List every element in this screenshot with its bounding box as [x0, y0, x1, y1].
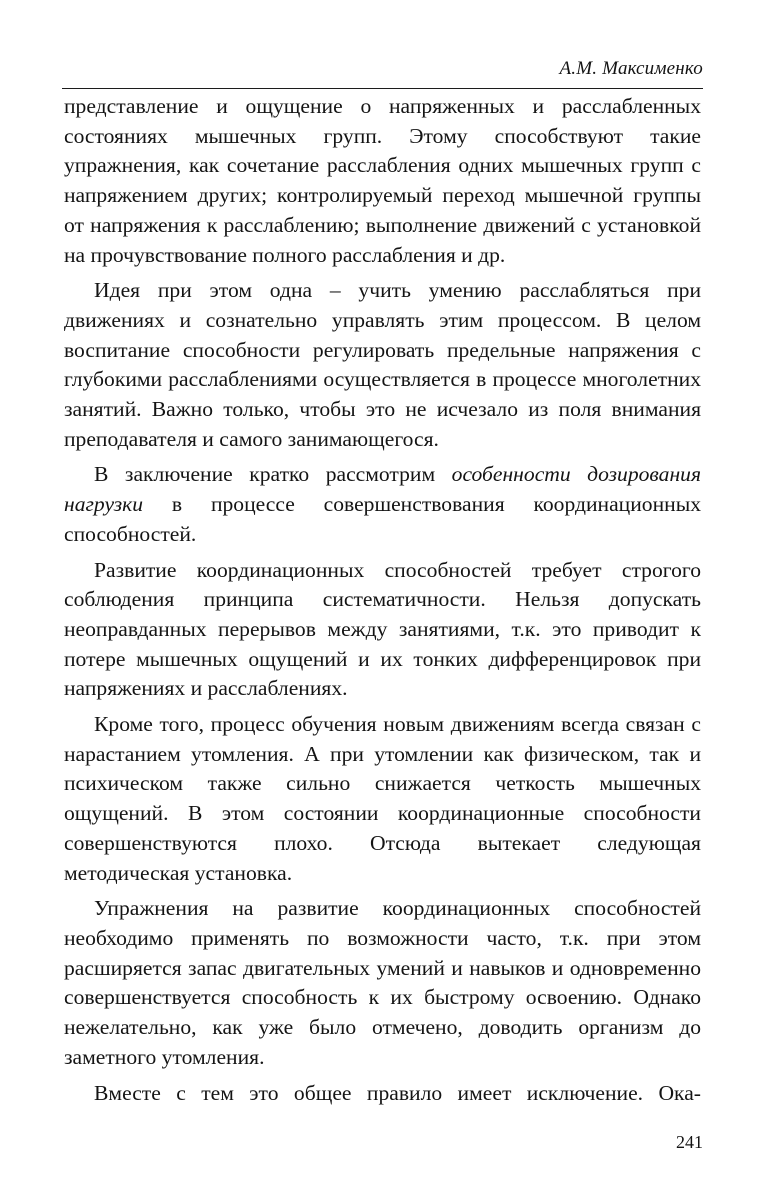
paragraph-5: Кроме того, процесс обучения новым движениям всегда связан с нарастанием утомления. А при утомлении как физическом, так и психическом также сильно снижается четкость мышечных ощущений. В этом состоянии координационные способности совершенствуются плохо. Отсюда вытекает следующая методическая установка. [64, 712, 701, 885]
running-head-author: А.М. Максименко [559, 58, 703, 79]
paragraph-6: Упражнения на развитие координационных способностей необходимо применять по возможности часто, т.к. при этом расширяется запас двигательных умений и навыков и одновременно совершенствуется способность к их быстрому освоению. Однако нежелательно, как уже было отмечено, доводить организм до заметного утомления. [64, 896, 701, 1069]
body-text [64, 92, 701, 1114]
paragraph-3-end: в процессе совершенствования координационных способностей. [64, 492, 701, 546]
paragraph-2: Идея при этом одна – учить умению расслабляться при движениях и сознательно управлять этим процессом. В целом воспитание способности регулировать предельные напряжения с глубокими расслаблениями осуществляется в процессе многолетних занятий. Важно только, чтобы это не исчезало из поля внимания преподавателя и самого занимающегося. [64, 278, 701, 451]
paragraph-3-start: В заключение кратко рассмотрим [94, 462, 452, 487]
paragraph-3-italic-term: особенности дозирования нагрузки [64, 462, 702, 517]
page-number: 241 [676, 1132, 703, 1152]
paragraph-4: Развитие координационных способностей требует строгого соблюдения принципа систематичности. Нельзя допускать неоправданных перерывов между занятиями, т.к. это приводит к потере мышечных ощущений и их тонких дифференцировок при напряжениях и расслаблениях. [64, 557, 701, 701]
paragraph-1: представление и ощущение о напряженных и расслабленных состояниях мышечных групп. Этому способствуют такие упражнения, как сочетание расслабления одних мышечных групп с напряжением других; контролируемый переход мышечной группы от напряжения к расслаблению; выполнение движений с установкой на прочувствование полного расслабления и др. [64, 94, 701, 267]
header-rule [62, 88, 703, 89]
paragraph-7: Вместе с тем это общее правило имеет исключение. Ока- [94, 1080, 701, 1105]
paragraph-3 [64, 460, 701, 549]
